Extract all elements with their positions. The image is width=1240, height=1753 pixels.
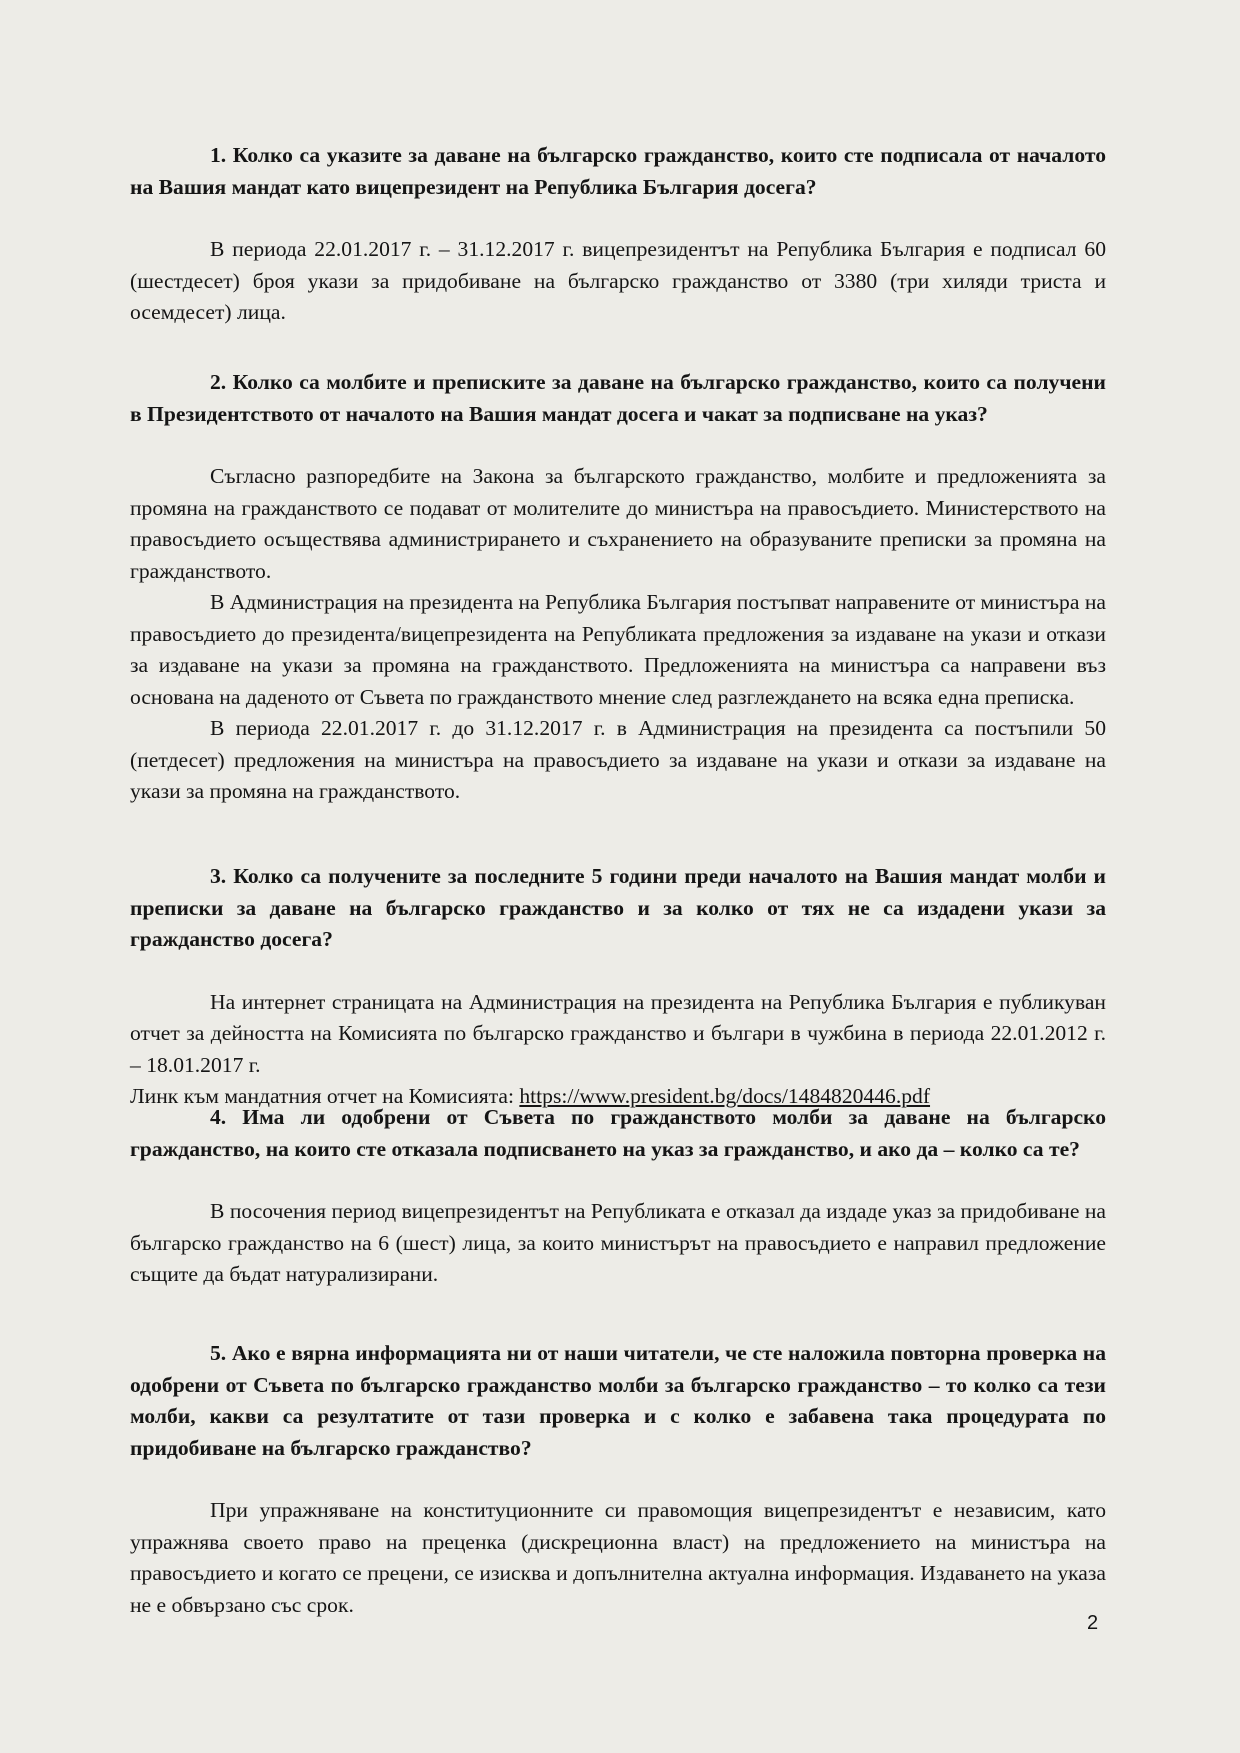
report-link[interactable]: https://www.president.bg/docs/1484820446.pdf	[519, 1084, 931, 1108]
answer-3: На интернет страницата на Администрация на президента на Република България е публикуван отчет за дейността на Комисията по българско гражданство и българи в чужбина в периода 22.01.2012 г. – 18.01.2017 г.	[130, 989, 1106, 1077]
question-2: 2. Колко са молбите и преписките за даване на българско гражданство, които са получени в Президентството от началото на Вашия мандат досега и чакат за подписване на указ?	[130, 370, 1106, 426]
answer-2-paragraph-3: В периода 22.01.2017 г. до 31.12.2017 г. в Администрация на президента са постъпили 50 (петдесет) предложения на министъра на правосъдието за издаване на укази и откази за издаване на укази за промяна на гражданството.	[130, 716, 1106, 803]
answer-5: При упражняване на конституционните си правомощия вицепрезидентът е независим, като упражнява своето право на преценка (дискреционна власт) на предложението на министъра на правосъдието и когато се прецени, се изисква и допълнителна актуална информация. Издаването на указа не е обвързано със срок.	[130, 1498, 1106, 1617]
question-4: 4. Има ли одобрени от Съвета по гражданството молби за даване на българско гражданство, на които сте отказала подписването на указ за гражданство, и ако да – колко са те?	[130, 1105, 1106, 1161]
question-1: 1. Колко са указите за даване на българско гражданство, които сте подписала от началото на Вашия мандат като вицепрезидент на Република България досега?	[130, 143, 1106, 199]
question-3: 3. Колко са получените за последните 5 години преди началото на Вашия мандат молби и преписки за даване на българско гражданство и за колко от тях не са издадени укази за гражданство досега?	[130, 864, 1106, 951]
answer-4: В посочения период вицепрезидентът на Републиката е отказал да издаде указ за придобиване на българско гражданство на 6 (шест) лица, за които министърът на правосъдието е направил предложение същите да бъдат натурализирани.	[130, 1199, 1106, 1286]
section-5	[130, 1338, 1106, 1621]
question-5: 5. Ако е вярна информацията ни от наши читатели, че сте наложила повторна проверка на одобрени от Съвета по българско гражданство молби за българско гражданство – то колко са тези молби, какви са резултатите от тази проверка и с колко е забавена така процедурата по придобиване на българско гражданство?	[130, 1341, 1106, 1460]
answer-2-paragraph-1: Съгласно разпоредбите на Закона за българското гражданство, молбите и предложенията за промяна на гражданството се подават от молителите до министъра на правосъдието. Министерството на правосъдието осъществява администрирането и съхранението на образуваните преписки за промяна на гражданството.	[130, 464, 1106, 583]
answer-2-paragraph-2: В Администрация на президента на Република България постъпват направените от министъра на правосъдието до президента/вицепрезидента на Републиката предложения за издаване на укази и откази за издаване на укази за промяна на гражданството. Предложенията на министъра са направени въз основана на даденото от Съвета по гражданството мнение след разглеждането на всяка една преписка.	[130, 590, 1106, 709]
section-4	[130, 1102, 1106, 1291]
section-2	[130, 367, 1106, 808]
section-1	[130, 140, 1106, 329]
section-3	[130, 861, 1106, 1113]
answer-1: В периода 22.01.2017 г. – 31.12.2017 г. вицепрезидентът на Република България е подписал 60 (шестдесет) броя укази за придобиване на българско гражданство от 3380 (три хиляди триста и осемдесет) лица.	[130, 237, 1106, 324]
link-label: Линк към мандатния отчет на Комисията:	[130, 1084, 520, 1108]
page-number: 2	[1087, 1612, 1099, 1634]
